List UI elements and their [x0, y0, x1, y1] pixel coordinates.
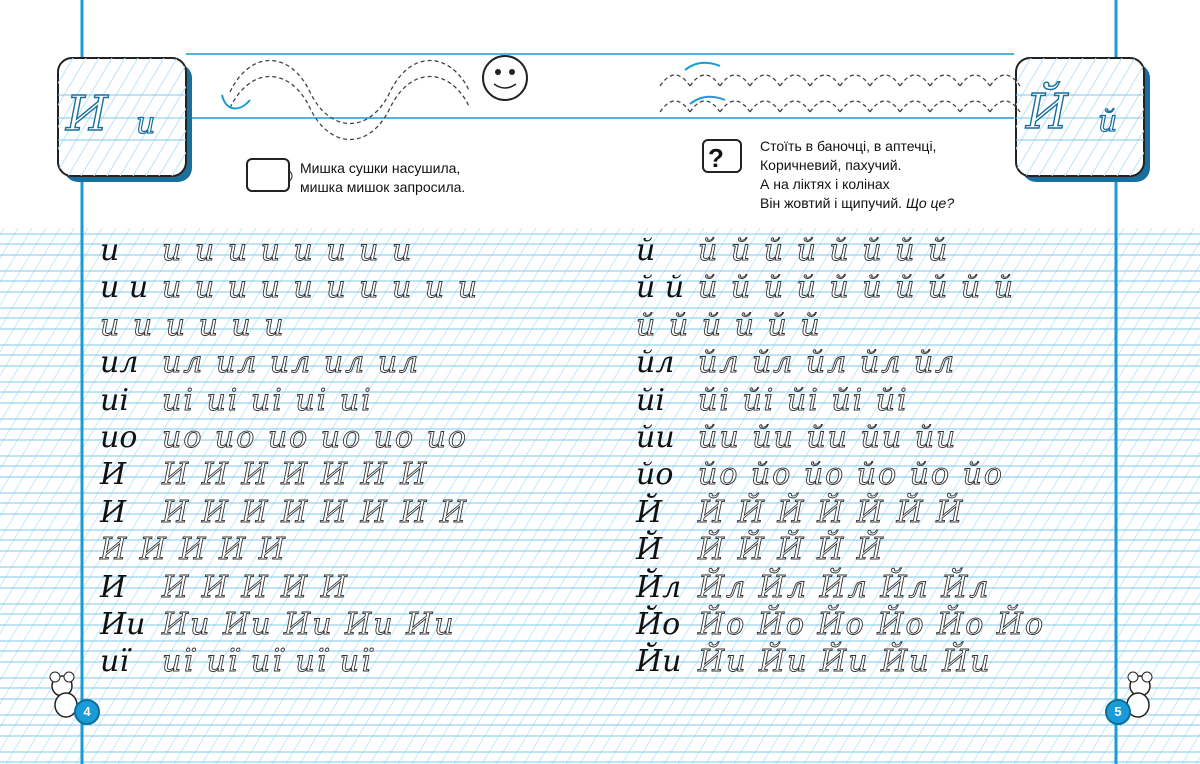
tracing-letters: Йо Йо Йо Йо Йо Йо: [698, 607, 1046, 642]
model-letter: Йи: [636, 644, 682, 680]
riddle-line: Коричневий, пахучий.: [760, 157, 902, 173]
tracing-letters: йи йи йи йи йи: [698, 420, 958, 455]
model-letter: И: [100, 457, 127, 493]
model-letter: йі: [636, 382, 665, 418]
model-letter: Йо: [636, 607, 681, 642]
mouse-mascot-icon: [50, 672, 77, 717]
model-letter: Й: [636, 532, 663, 568]
model-letter: й: [636, 233, 656, 268]
model-letter: и: [100, 233, 120, 268]
riddle-question-badge: [702, 139, 742, 173]
tracing-letters: йі йі йі йі йі: [698, 382, 909, 418]
tracing-letters: Йл Йл Йл Йл Йл: [698, 569, 991, 605]
tracing-letters: йо йо йо йо йо йо: [698, 457, 1004, 493]
tracing-letters: йл йл йл йл йл: [698, 345, 957, 381]
model-letter: Ии: [100, 607, 146, 642]
model-letter: йл: [636, 345, 675, 381]
tracing-letters: иї иї иї иї иї: [162, 644, 373, 680]
riddle-line: [760, 194, 954, 213]
box-letter-upper-left: И: [66, 86, 108, 142]
model-letter: й й: [636, 270, 685, 306]
page-number-left: 4: [74, 699, 100, 725]
rhyme-text: [300, 159, 465, 197]
model-letter: ио: [100, 420, 138, 455]
model-letter: и и: [100, 270, 149, 306]
question-mark-icon: ?: [708, 143, 724, 173]
page-number-right: 5: [1105, 699, 1131, 725]
rhyme-line: мишка мишок запросила.: [300, 179, 466, 195]
riddle-line: Стоїть в баночці, в аптечці,: [760, 138, 937, 154]
rhyme-picture-badge: [246, 158, 290, 192]
tracing-letters: ил ил ил ил ил: [162, 345, 421, 381]
tracing-letters: ио ио ио ио ио ио: [162, 420, 468, 455]
riddle-line-last: Він жовтий і щипучий.: [760, 195, 903, 211]
tracing-letters: Ии Ии Ии Ии Ии: [162, 607, 456, 642]
tracing-letters: и и и и и и и и: [162, 233, 414, 268]
tracing-letters: й й й й й й й й: [698, 233, 950, 268]
tracing-letters: и и и и и и и и и и: [162, 270, 480, 306]
scallop-tracing-exercise: [660, 75, 1020, 112]
tracing-letters: и и и и и и: [100, 307, 286, 343]
model-letter: И: [100, 494, 127, 530]
tracing-letters: Йи Йи Йи Йи Йи: [698, 644, 992, 680]
riddle-text: [760, 137, 954, 213]
riddle-question: Що це?: [905, 195, 955, 211]
tracing-letters: й й й й й й: [636, 307, 822, 343]
tracing-letters: И И И И И И И И: [162, 494, 469, 530]
tracing-letters: Й Й Й Й Й Й Й: [698, 494, 965, 530]
box-letter-lower-left: и: [136, 106, 156, 141]
tracing-letters: И И И И И И И: [162, 457, 429, 493]
letter-box-left: [0, 58, 255, 182]
model-letter: иі: [100, 382, 129, 418]
tracing-letters: иі иі иі иі иі: [162, 382, 373, 418]
model-letter: И: [100, 569, 127, 605]
model-letter: йо: [636, 457, 674, 493]
tracing-letters: И И И И И: [162, 569, 349, 605]
model-letter: Й: [636, 494, 663, 530]
tracing-letters: Й Й Й Й Й: [698, 532, 885, 568]
model-letter: Йл: [636, 569, 682, 605]
box-letter-lower-right: й: [1098, 104, 1118, 139]
rhyme-line: Мишка сушки насушила,: [300, 160, 461, 176]
model-letter: иї: [100, 644, 129, 680]
box-letter-upper-right: Й: [1026, 84, 1068, 140]
snake-tracing-exercise: [222, 56, 527, 140]
tracing-letters: й й й й й й й й й й: [698, 270, 1016, 306]
model-letter: йи: [636, 420, 675, 455]
model-letter: ил: [100, 345, 139, 381]
tracing-letters: И И И И И: [100, 532, 287, 568]
riddle-line: А на ліктях і колінах: [760, 176, 890, 192]
